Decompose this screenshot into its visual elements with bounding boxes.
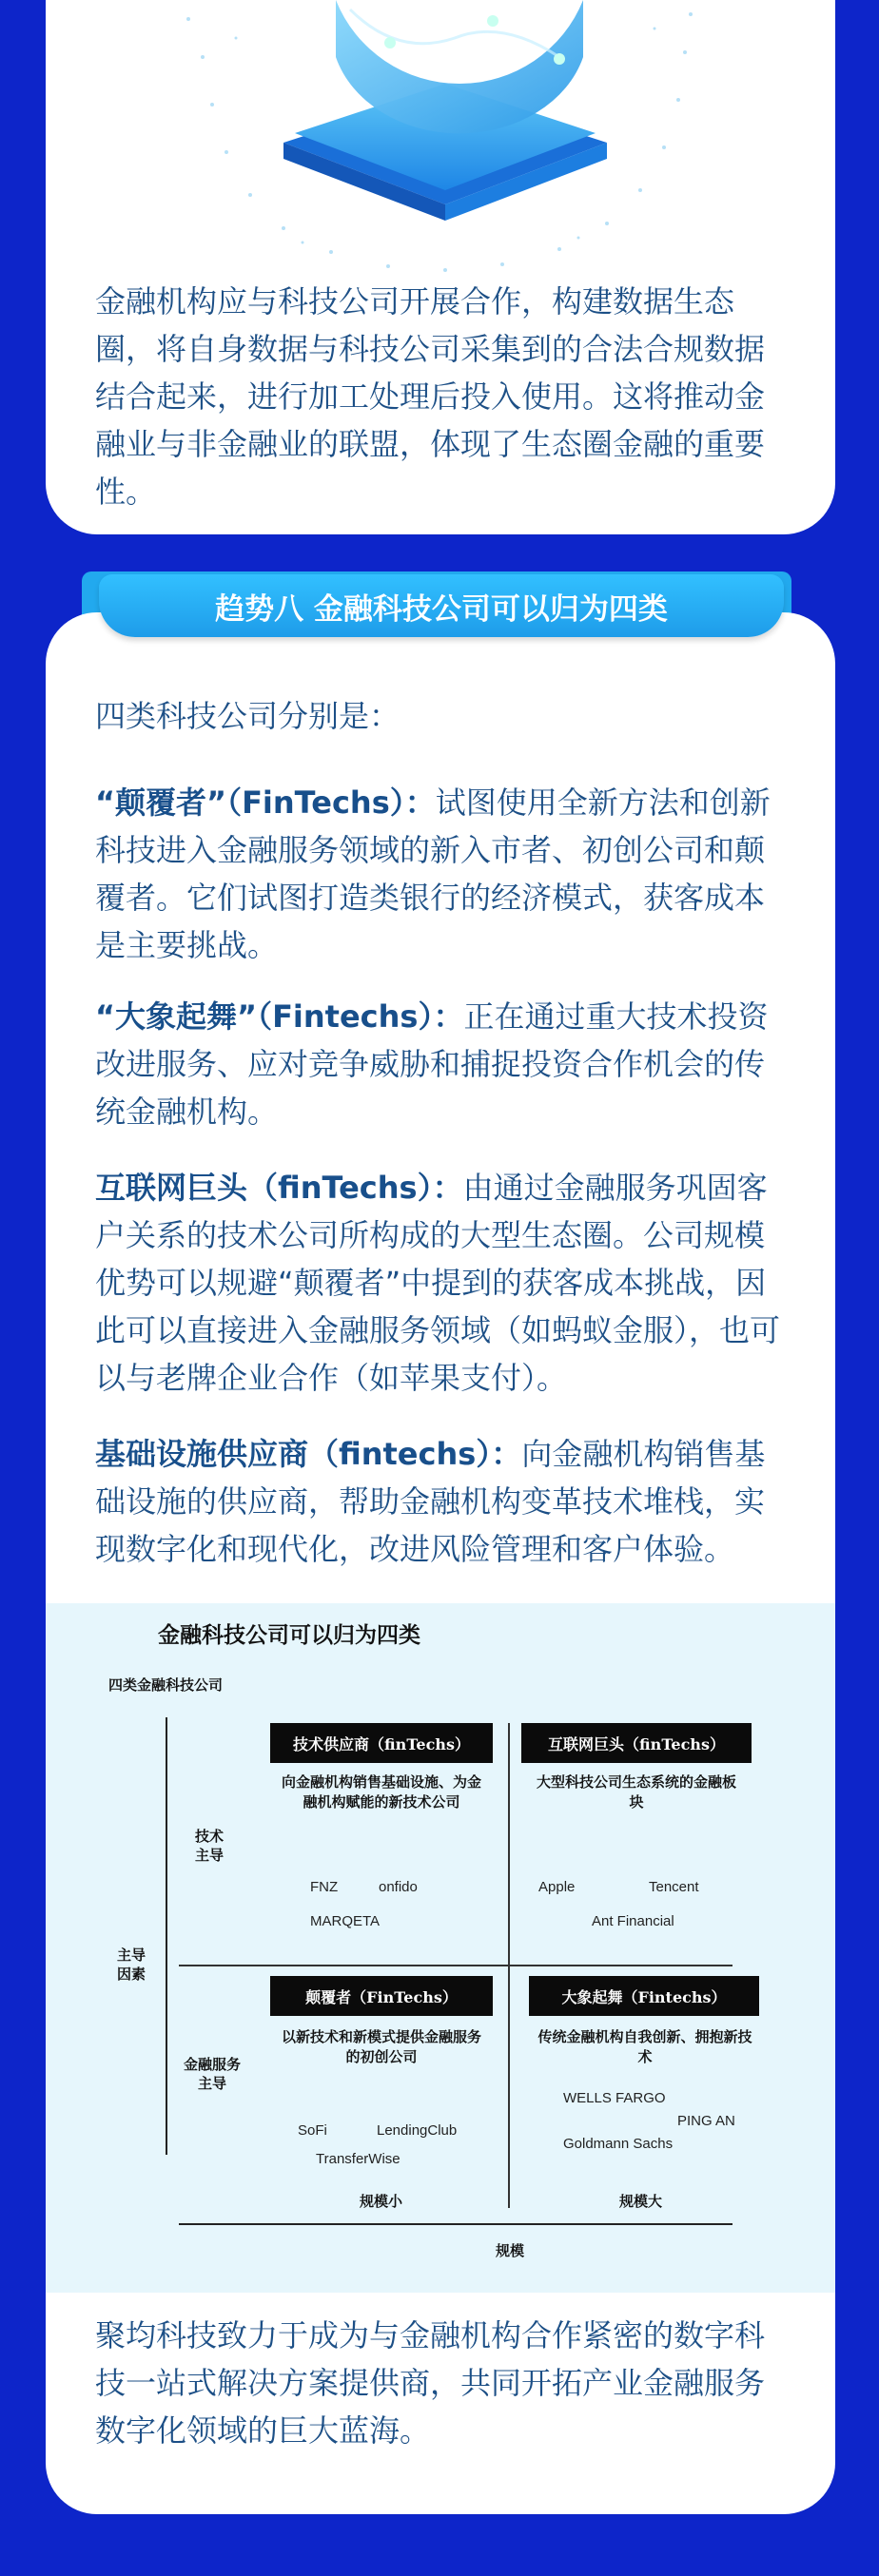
trend-title: 趋势八 金融科技公司可以归为四类 (215, 591, 668, 627)
intro-paragraph: 金融机构应与科技公司开展合作，构建数据生态圈，将自身数据与科技公司采集到的合法合规数据结合起来，进行加工处理后投入使用。这将推动金融业与非金融业的联盟，体现了生态圈金融的重要性。 (95, 283, 766, 510)
trend-item-head: 互联网巨头（finTechs）： (95, 1170, 463, 1206)
company-label: onfido (379, 1879, 418, 1895)
globe-icon (46, 0, 835, 276)
trend-item-internet-giants (95, 1164, 790, 1402)
trend-item-body: 试图使用全新方法和创新科技进入金融服务领域的新入市者、初创公司和颠覆者。它们试图打造类银行的经济模式，获客成本是主要挑战。 (95, 784, 771, 963)
quadrant-label-internet-giant: 互联网巨头（finTechs） (521, 1723, 752, 1763)
company-label: FNZ (310, 1879, 339, 1895)
quadrant-desc-disruptor: 以新技术和新模式提供金融服务的初创公司 (281, 2028, 481, 2065)
company-label: WELLS FARGO (563, 2090, 666, 2106)
diagram-title: 金融科技公司可以归为四类 (158, 1622, 420, 1648)
fintech-quadrant-diagram (46, 1603, 835, 2293)
company-label: Tencent (649, 1879, 699, 1895)
quadrant-desc-internet-giant: 大型科技公司生态系统的金融板块 (536, 1773, 736, 1811)
company-label: Ant Financial (592, 1913, 674, 1929)
company-label: MARQETA (310, 1913, 381, 1929)
diagram-x-large-label: 规模大 (619, 2193, 663, 2210)
quadrant-desc-elephant: 传统金融机构自我创新、拥抱新技术 (537, 2028, 752, 2065)
quadrant-desc-tech-supplier: 向金融机构销售基础设施、为金融机构赋能的新技术公司 (281, 1773, 481, 1811)
diagram-mid-horizontal (179, 1965, 732, 1966)
outro-paragraph: 聚均科技致力于成为与金融机构合作紧密的数字科技一站式解决方案提供商，共同开拓产业金融服务数字化领域的巨大蓝海。 (95, 2317, 766, 2449)
trend-item-body: 由通过金融服务巩固客户关系的技术公司所构成的大型生态圈。公司规模优势可以规避“颠覆者”中提到的获客成本挑战，因此可以直接进入金融服务领域（如蚂蚁金服），也可以与老牌企业合作（如苹果支付）。 (95, 1170, 781, 1396)
trend-banner (99, 574, 784, 637)
company-label: SoFi (298, 2122, 327, 2139)
quadrant-label-tech-supplier: 技术供应商（finTechs） (270, 1723, 493, 1763)
diagram-x-label: 规模 (496, 2242, 525, 2259)
company-label: LendingClub (377, 2122, 458, 2139)
trend-item-head: 基础设施供应商（fintechs）： (95, 1436, 522, 1472)
company-label: PING AN (677, 2113, 735, 2129)
diagram-mid-vertical (508, 1723, 510, 2208)
trend-lead: 四类科技公司分别是： (95, 698, 400, 734)
company-label: Apple (538, 1879, 576, 1895)
diagram-y-bottom-label: 金融服务主导 (183, 2056, 241, 2092)
diagram-x-small-label: 规模小 (360, 2193, 403, 2210)
company-label: Goldmann Sachs (563, 2136, 674, 2152)
trend-item-head: “颠覆者”（FinTechs）： (95, 784, 436, 821)
diagram-x-axis (179, 2223, 732, 2225)
trend-item-infrastructure (95, 1430, 790, 1573)
company-label: TransferWise (316, 2151, 400, 2167)
quadrant-label-disruptor: 颠覆者（FinTechs） (270, 1976, 493, 2016)
intro-card (46, 0, 835, 534)
diagram-y-main-label: 主导因素 (116, 1947, 146, 1983)
quadrant-label-elephant: 大象起舞（Fintechs） (529, 1976, 759, 2016)
diagram-subtitle: 四类金融科技公司 (108, 1676, 224, 1694)
diagram-y-axis (166, 1717, 167, 2155)
trend-item-elephants (95, 993, 790, 1135)
trend-item-head: “大象起舞”（Fintechs）： (95, 998, 464, 1035)
trend-item-body: 向金融机构销售基础设施的供应商，帮助金融机构变革技术堆栈，实现数字化和现代化，改进风险管理和客户体验。 (95, 1436, 766, 1567)
diagram-y-top-label: 技术主导 (194, 1828, 224, 1864)
trend-item-disruptors (95, 779, 790, 969)
trend-item-body: 正在通过重大技术投资改进服务、应对竞争威胁和捕捉投资合作机会的传统金融机构。 (95, 998, 769, 1130)
